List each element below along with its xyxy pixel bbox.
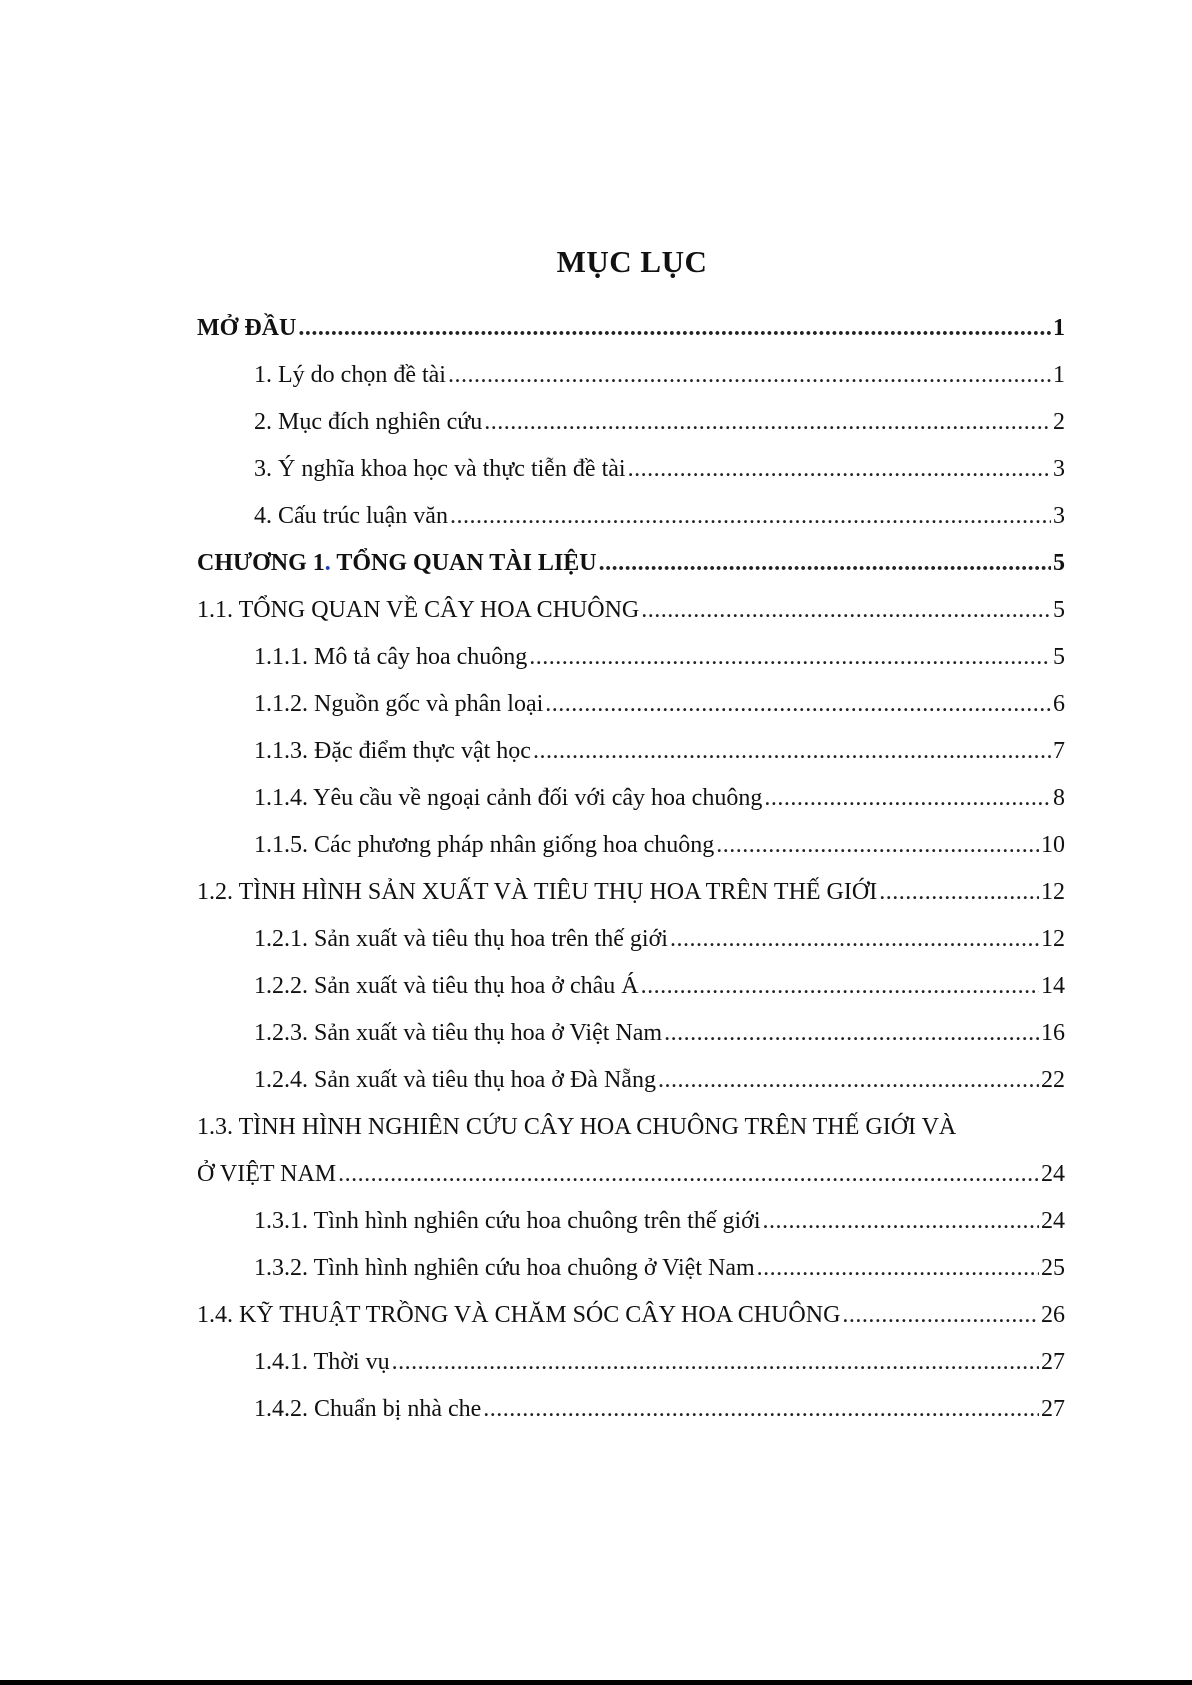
dot-leader <box>670 923 1039 955</box>
toc-entry-page: 8 <box>1053 785 1065 811</box>
toc-entry-1-1-1[interactable] <box>197 641 1065 673</box>
dot-leader <box>628 453 1051 485</box>
toc-entry-1[interactable] <box>197 359 1065 391</box>
dot-leader <box>764 782 1051 814</box>
toc-entry-page: 27 <box>1041 1349 1065 1375</box>
toc-entry-text: 3. Ý nghĩa khoa học và thực tiễn đề tài <box>254 456 626 482</box>
toc-entry-1-1-5[interactable] <box>197 829 1065 861</box>
dot-leader <box>842 1299 1039 1331</box>
toc-entry-1-3-1[interactable] <box>197 1205 1065 1237</box>
toc-entry-page: 1 <box>1053 362 1065 388</box>
toc-title: MỤC LỤC <box>556 244 708 279</box>
toc-entry-text: 1.1.4. Yêu cầu về ngoại cảnh đối với cây hoa chuông <box>254 785 763 811</box>
toc-entry-text: 1.4. KỸ THUẬT TRỒNG VÀ CHĂM SÓC CÂY HOA CHUÔNG <box>197 1302 841 1328</box>
toc-entry-text: MỞ ĐẦU <box>197 315 297 341</box>
dot-leader <box>529 641 1051 673</box>
toc-entry-text: 1.2.2. Sản xuất và tiêu thụ hoa ở châu Á <box>254 973 639 999</box>
toc-entry-chuong-1[interactable] <box>197 547 1065 579</box>
toc-entry-page: 5 <box>1053 597 1065 623</box>
dot-leader <box>484 406 1051 438</box>
toc-entry-page: 14 <box>1041 973 1065 999</box>
dot-leader <box>545 688 1051 720</box>
toc-entry-page: 2 <box>1053 409 1065 435</box>
toc-entry-page: 6 <box>1053 691 1065 717</box>
toc-entry-1-3-2[interactable] <box>197 1252 1065 1284</box>
toc-entry-1-2-1[interactable] <box>197 923 1065 955</box>
dot-leader <box>641 970 1039 1002</box>
toc-entry-page: 12 <box>1041 926 1065 952</box>
toc-entry-text: 1.2.4. Sản xuất và tiêu thụ hoa ở Đà Nẵng <box>254 1067 656 1093</box>
toc-entry-text: 4. Cấu trúc luận văn <box>254 503 448 529</box>
toc-entry-page: 25 <box>1041 1255 1065 1281</box>
toc-entry-1-1-4[interactable] <box>197 782 1065 814</box>
dot-leader <box>533 735 1051 767</box>
toc-entry-1-1[interactable] <box>197 594 1065 626</box>
toc-entry-text: 1.2.3. Sản xuất và tiêu thụ hoa ở Việt Nam <box>254 1020 663 1046</box>
bottom-edge-rule <box>0 1680 1192 1685</box>
toc-entry-1-4-2[interactable] <box>197 1393 1065 1425</box>
toc-entry-page: 10 <box>1041 832 1065 858</box>
toc-entry-text: 1.1.1. Mô tả cây hoa chuông <box>254 644 528 670</box>
dot-leader <box>716 829 1039 861</box>
toc-entry-4[interactable] <box>197 500 1065 532</box>
dot-leader <box>664 1017 1039 1049</box>
toc-entry-1-2[interactable] <box>197 876 1065 908</box>
toc-entry-text: 1.4.2. Chuẩn bị nhà che <box>254 1396 482 1422</box>
toc-entry-mo-dau[interactable] <box>197 312 1065 344</box>
toc-entry-2[interactable] <box>197 406 1065 438</box>
toc-entry-page: 24 <box>1041 1161 1065 1187</box>
dot-leader <box>599 547 1051 579</box>
dot-leader <box>658 1064 1039 1096</box>
toc-entry-text: 1.1.5. Các phương pháp nhân giống hoa chuông <box>254 832 715 858</box>
chapter-title: TỔNG QUAN TÀI LIỆU <box>330 550 597 576</box>
toc-entry-1-4-1[interactable] <box>197 1346 1065 1378</box>
toc-entry-1-3[interactable] <box>197 1158 1065 1190</box>
toc-entry-text: 1.1. TỔNG QUAN VỀ CÂY HOA CHUÔNG <box>197 597 640 623</box>
toc-entry-text: 1.4.1. Thời vụ <box>254 1349 390 1375</box>
toc-entry-1-2-4[interactable] <box>197 1064 1065 1096</box>
toc-entry-page: 12 <box>1041 879 1065 905</box>
toc-entry-1-3-line1[interactable]: 1.3. TÌNH HÌNH NGHIÊN CỨU CÂY HOA CHUÔNG TRÊN THẾ GIỚI VÀ <box>197 1114 957 1140</box>
toc-entry-page: 1 <box>1053 315 1065 341</box>
toc-entry-page: 26 <box>1041 1302 1065 1328</box>
dot-leader <box>392 1346 1039 1378</box>
toc-entry-1-2-2[interactable] <box>197 970 1065 1002</box>
toc-entry-text <box>197 547 597 579</box>
dot-leader <box>641 594 1051 626</box>
toc-entry-text: Ở VIỆT NAM <box>197 1161 337 1187</box>
dot-leader <box>298 312 1051 344</box>
toc-entry-text: 1.3.2. Tình hình nghiên cứu hoa chuông ở Việt Nam <box>254 1255 755 1281</box>
toc-entry-1-2-3[interactable] <box>197 1017 1065 1049</box>
toc-entry-text: 1.2.1. Sản xuất và tiêu thụ hoa trên thế giới <box>254 926 668 952</box>
toc-entry-page: 3 <box>1053 456 1065 482</box>
toc-entry-page: 3 <box>1053 503 1065 529</box>
toc-entry-1-1-3[interactable] <box>197 735 1065 767</box>
toc-entry-1-1-2[interactable] <box>197 688 1065 720</box>
toc-entry-3[interactable] <box>197 453 1065 485</box>
toc-entry-page: 16 <box>1041 1020 1065 1046</box>
toc-entry-page: 24 <box>1041 1208 1065 1234</box>
toc-entry-page: 5 <box>1053 550 1065 576</box>
toc-entry-text: 1.2. TÌNH HÌNH SẢN XUẤT VÀ TIÊU THỤ HOA TRÊN THẾ GIỚI <box>197 879 878 905</box>
dot-leader <box>763 1205 1039 1237</box>
dot-leader <box>448 359 1051 391</box>
toc-entry-text: 1.3.1. Tình hình nghiên cứu hoa chuông trên thế giới <box>254 1208 761 1234</box>
toc-entry-page: 5 <box>1053 644 1065 670</box>
dot-leader <box>483 1393 1039 1425</box>
chapter-label: CHƯƠNG 1 <box>197 550 325 576</box>
dot-leader <box>338 1158 1039 1190</box>
toc-entry-text: 1.1.3. Đặc điểm thực vật học <box>254 738 531 764</box>
toc-entry-page: 22 <box>1041 1067 1065 1093</box>
toc-entry-text: 1. Lý do chọn đề tài <box>254 362 446 388</box>
dot-leader <box>757 1252 1039 1284</box>
toc-entry-text: 2. Mục đích nghiên cứu <box>254 409 483 435</box>
toc-entry-page: 27 <box>1041 1396 1065 1422</box>
dot-leader <box>879 876 1039 908</box>
chapter-dot: . <box>324 550 331 576</box>
toc-entry-text: 1.1.2. Nguồn gốc và phân loại <box>254 691 544 717</box>
toc-entry-page: 7 <box>1053 738 1065 764</box>
dot-leader <box>450 500 1051 532</box>
toc-entry-1-4[interactable] <box>197 1299 1065 1331</box>
